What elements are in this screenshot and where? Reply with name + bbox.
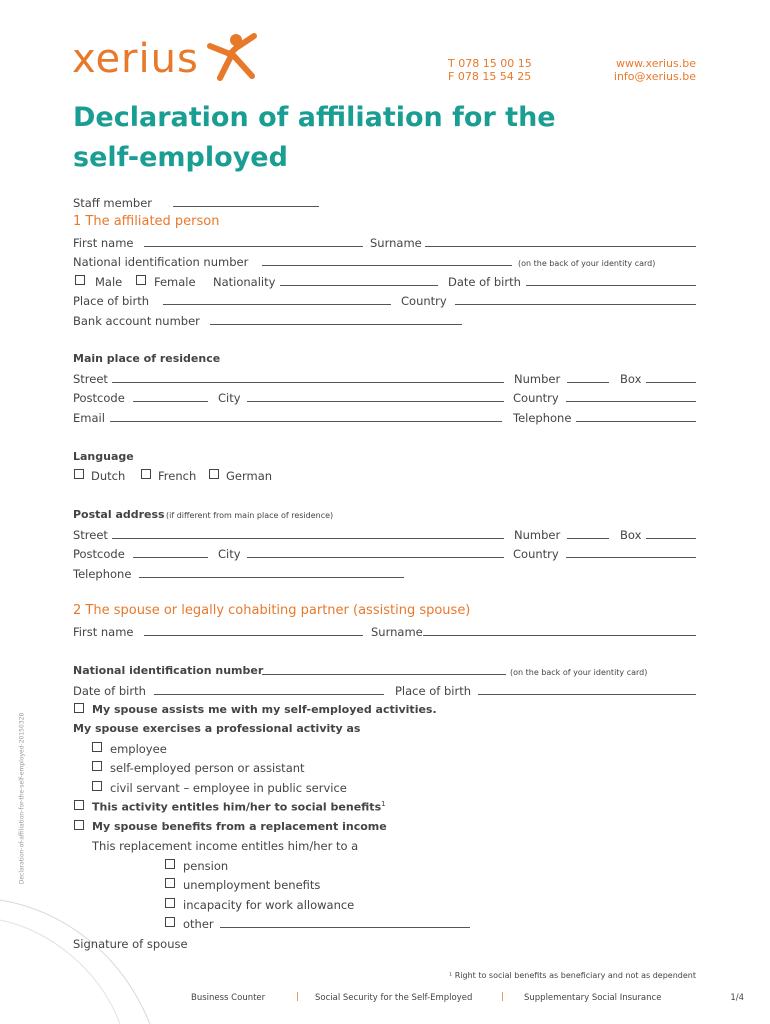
postal-telephone-field[interactable]	[139, 577, 404, 578]
self-employed-checkbox[interactable]	[92, 761, 102, 771]
spouse-surname-field[interactable]	[423, 635, 696, 636]
city-field[interactable]	[247, 401, 504, 402]
section1-heading: 1 The affiliated person	[73, 214, 220, 229]
spouse-national-id-field[interactable]	[262, 674, 506, 675]
postal-street-label: Street	[73, 528, 108, 542]
assists-checkbox[interactable]	[74, 703, 84, 713]
page-title-line1: Declaration of affiliation for the	[73, 102, 556, 133]
residence-country-field[interactable]	[566, 401, 696, 402]
dutch-checkbox[interactable]	[74, 469, 84, 479]
number-label: Number	[514, 372, 561, 386]
postal-hint: (if different from main place of residence)	[166, 511, 334, 520]
postal-postcode-label: Postcode	[73, 547, 125, 561]
pension-checkbox[interactable]	[165, 859, 175, 869]
spouse-dob-label: Date of birth	[73, 684, 146, 698]
place-of-birth-label: Place of birth	[73, 294, 149, 308]
nationality-label: Nationality	[213, 275, 276, 289]
page-number: 1/4	[730, 993, 744, 1003]
signature-label: Signature of spouse	[73, 937, 188, 951]
decorative-curve	[0, 880, 160, 1024]
logo	[72, 36, 199, 82]
staff-member-label: Staff member	[73, 196, 153, 210]
french-label: French	[158, 469, 197, 483]
postal-telephone-label: Telephone	[73, 567, 132, 581]
other-label: other	[183, 917, 214, 931]
spouse-place-of-birth-field[interactable]	[478, 694, 696, 695]
header-phone: T 078 15 00 15	[448, 57, 532, 70]
spouse-first-name-field[interactable]	[144, 635, 363, 636]
social-benefits-text: This activity entitles him/her to social benefits	[92, 800, 382, 814]
place-of-birth-field[interactable]	[163, 304, 391, 305]
country-field[interactable]	[455, 304, 696, 305]
postal-box-field[interactable]	[646, 538, 696, 539]
french-checkbox[interactable]	[141, 469, 151, 479]
residence-heading: Main place of residence	[73, 352, 221, 365]
box-field[interactable]	[646, 382, 696, 383]
street-label: Street	[73, 372, 108, 386]
email-label: Email	[73, 411, 105, 425]
postal-number-label: Number	[514, 528, 561, 542]
spouse-national-id-label: National identification number	[73, 664, 264, 677]
postal-city-field[interactable]	[247, 557, 504, 558]
postal-box-label: Box	[620, 528, 642, 542]
street-field[interactable]	[112, 382, 504, 383]
dob-field[interactable]	[526, 285, 696, 286]
logo-figure-icon	[206, 32, 258, 82]
german-label: German	[226, 469, 273, 483]
civil-servant-label: civil servant – employee in public service	[110, 781, 347, 795]
side-document-code: Declaration-of-affiliation-for-the-self-employed-20150328	[18, 712, 26, 885]
employee-checkbox[interactable]	[92, 742, 102, 752]
telephone-label: Telephone	[513, 411, 572, 425]
language-heading: Language	[73, 450, 134, 463]
postal-country-field[interactable]	[566, 557, 696, 558]
number-field[interactable]	[567, 382, 609, 383]
spouse-first-name-label: First name	[73, 625, 134, 639]
replacement-checkbox[interactable]	[74, 820, 84, 830]
telephone-field[interactable]	[576, 421, 696, 422]
national-id-label: National identification number	[73, 255, 249, 269]
male-label: Male	[95, 275, 123, 289]
postal-postcode-field[interactable]	[133, 557, 208, 558]
bank-account-field[interactable]	[210, 324, 462, 325]
assists-label: My spouse assists me with my self-employed activities.	[92, 703, 437, 716]
entitles-label: This replacement income entitles him/her to a	[92, 839, 359, 853]
other-checkbox[interactable]	[165, 917, 175, 927]
social-benefits-checkbox[interactable]	[74, 800, 84, 810]
spouse-place-of-birth-label: Place of birth	[395, 684, 471, 698]
postal-country-label: Country	[513, 547, 559, 561]
surname-field[interactable]	[425, 246, 696, 247]
dutch-label: Dutch	[91, 469, 126, 483]
national-id-hint: (on the back of your identity card)	[518, 259, 656, 268]
surname-label: Surname	[370, 236, 422, 250]
footer-separator-1: |	[296, 992, 300, 1002]
employee-label: employee	[110, 742, 167, 756]
section2-heading: 2 The spouse or legally cohabiting partner (assisting spouse)	[73, 603, 471, 618]
header-email[interactable]: info@xerius.be	[613, 70, 696, 83]
nationality-field[interactable]	[280, 285, 438, 286]
residence-country-label: Country	[513, 391, 559, 405]
city-label: City	[218, 391, 241, 405]
incapacity-label: incapacity for work allowance	[183, 898, 355, 912]
spouse-surname-label: Surname	[371, 625, 423, 639]
german-checkbox[interactable]	[209, 469, 219, 479]
male-checkbox[interactable]	[75, 275, 85, 285]
postcode-label: Postcode	[73, 391, 125, 405]
staff-member-field[interactable]	[173, 206, 319, 207]
first-name-field[interactable]	[144, 246, 363, 247]
footer-separator-2: |	[501, 992, 505, 1002]
postal-number-field[interactable]	[567, 538, 609, 539]
dob-label: Date of birth	[448, 275, 521, 289]
exercises-label: My spouse exercises a professional activity as	[73, 722, 361, 735]
spouse-national-id-hint: (on the back of your identity card)	[510, 668, 648, 677]
civil-servant-checkbox[interactable]	[92, 781, 102, 791]
national-id-field[interactable]	[262, 265, 512, 266]
footnote-ref: 1	[381, 800, 386, 808]
footer-business-counter: Business Counter	[191, 993, 266, 1003]
pension-label: pension	[183, 859, 229, 873]
header-fax: F 078 15 54 25	[448, 70, 532, 83]
female-checkbox[interactable]	[136, 275, 146, 285]
other-field[interactable]	[220, 927, 470, 928]
footer-supplementary: Supplementary Social Insurance	[524, 993, 662, 1003]
social-benefits-label	[92, 800, 386, 814]
email-field[interactable]	[110, 421, 502, 422]
postcode-field[interactable]	[133, 401, 208, 402]
unemployment-label: unemployment benefits	[183, 878, 321, 892]
unemployment-checkbox[interactable]	[165, 878, 175, 888]
footnote: ¹ Right to social benefits as beneficiary and not as dependent	[448, 971, 696, 980]
logo-text: xerius	[72, 36, 199, 82]
female-label: Female	[154, 275, 196, 289]
spouse-dob-field[interactable]	[154, 694, 384, 695]
bank-account-label: Bank account number	[73, 314, 200, 328]
self-employed-label: self-employed person or assistant	[110, 761, 305, 775]
header-website[interactable]: www.xerius.be	[616, 57, 696, 70]
first-name-label: First name	[73, 236, 134, 250]
box-label: Box	[620, 372, 642, 386]
page-title-line2: self-employed	[73, 142, 288, 173]
incapacity-checkbox[interactable]	[165, 898, 175, 908]
postal-street-field[interactable]	[112, 538, 504, 539]
postal-city-label: City	[218, 547, 241, 561]
replacement-label: My spouse benefits from a replacement income	[92, 820, 387, 833]
country-label: Country	[401, 294, 447, 308]
postal-heading: Postal address	[73, 508, 165, 521]
footer-social-security: Social Security for the Self-Employed	[315, 993, 473, 1003]
